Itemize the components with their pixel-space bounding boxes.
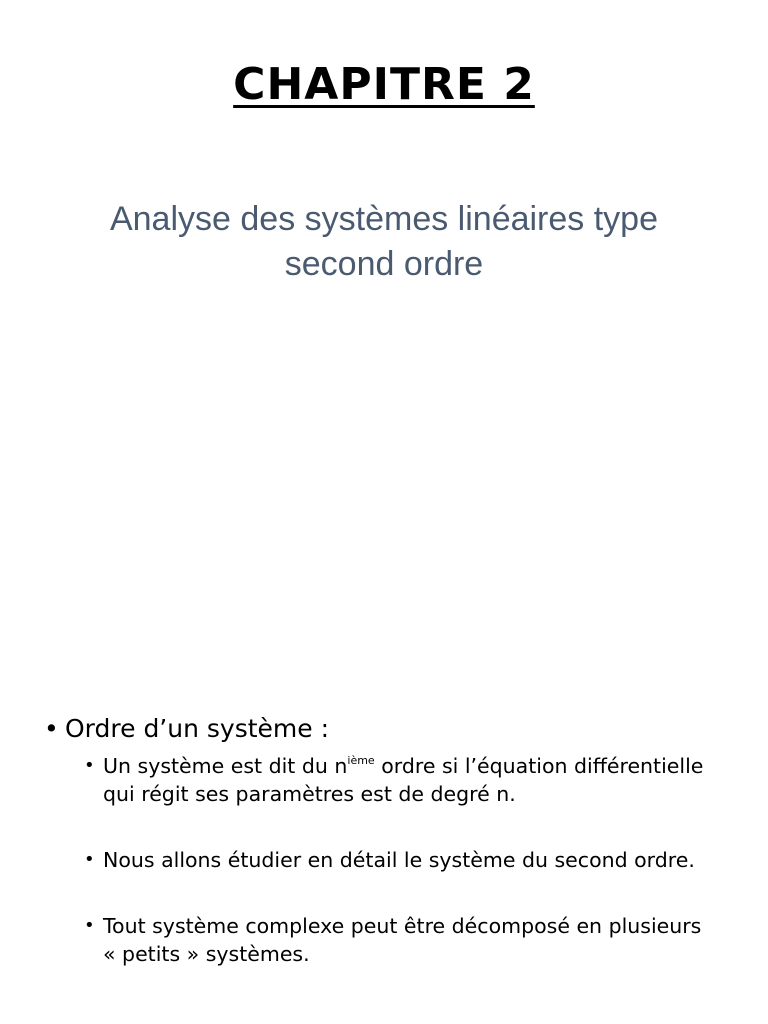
sub-bullet-1-text-b: ordre si l’équation différentielle xyxy=(374,754,704,778)
chapter-title-text: CHAPITRE 2 xyxy=(233,59,535,110)
bullet-marker: • xyxy=(84,915,95,936)
bullet-marker: • xyxy=(84,849,95,870)
sub-bullet-1-line-1 xyxy=(103,752,734,780)
bullet-main xyxy=(44,710,734,748)
bullet-marker: • xyxy=(84,755,95,776)
bullet-list xyxy=(44,710,734,968)
chapter-title xyxy=(0,57,768,113)
sub-bullet-2 xyxy=(44,846,734,874)
sub-bullet-1 xyxy=(44,752,734,808)
sub-bullet-2-text: Nous allons étudier en détail le système du second ordre. xyxy=(103,848,695,872)
subtitle-line-1: Analyse des systèmes linéaires type xyxy=(109,200,659,238)
sub-bullet-3-line-1: Tout système complexe peut être décomposé en plusieurs xyxy=(103,914,702,938)
sub-bullet-3-line-2: « petits » systèmes. xyxy=(103,942,310,966)
bullet-marker: • xyxy=(44,714,59,743)
sub-bullet-1-text-a: Un système est dit du n xyxy=(103,754,348,778)
subtitle-line-2: second ordre xyxy=(284,245,484,283)
slide-subtitle xyxy=(60,197,708,287)
sub-bullet-1-line-2: qui régit ses paramètres est de degré n. xyxy=(103,782,516,806)
superscript-ieme: ième xyxy=(347,754,375,767)
bullet-main-text: Ordre d’un système : xyxy=(65,714,330,743)
sub-bullet-3 xyxy=(44,912,734,968)
